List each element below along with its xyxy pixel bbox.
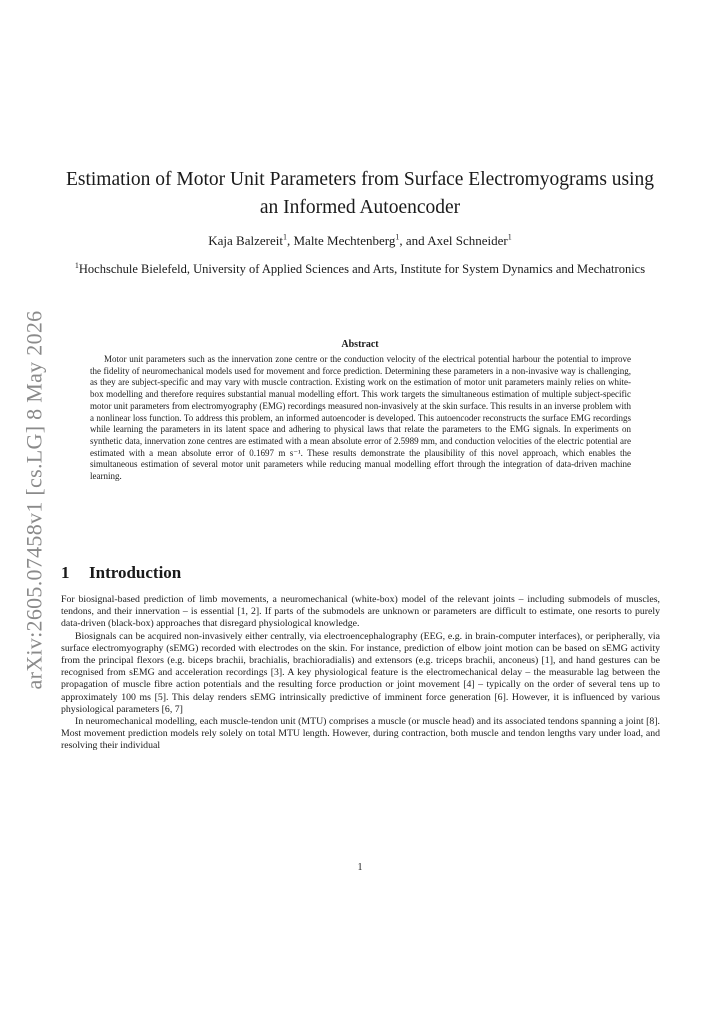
body-paragraph: For biosignal-based prediction of limb movements, a neuromechanical (white-box) model of the relevant joints – including submodels of muscles, tendons, and their innervation – is essential [1, 2]. If parts of the submodels are unknown or parameters are difficult to estimate, one resorts to purely data-driven (black-box) approaches that disregard physiological knowledge. [61,594,660,630]
author-name: Axel Schneider [427,233,508,248]
arxiv-identifier-stamp [14,300,54,700]
author-name: Kaja Balzereit [208,233,283,248]
section-heading [61,563,181,583]
author-list [60,233,660,249]
author-affiliation-mark: 1 [507,232,512,242]
body-paragraph: Biosignals can be acquired non-invasively either centrally, via electroencephalography (EEG, e.g. in brain-computer interfaces), or peripherally, via surface electromyography (sEMG) recorded with electrodes on the skin. For instance, prediction of elbow joint motion can be based on sEMG activity from the principal flexors (e.g. biceps brachii, brachialis, brachioradialis) and extensors (e.g. triceps brachii, anconeus) [1], and hand gestures can be recognised from sEMG and acceleration recordings [3]. A key physiological feature is the electromechanical delay – the measurable lag between the propagation of muscle fibre action potentials and the resulting force production or joint movement [4] – typically on the order of several tens up to approximately 100 ms [5]. This delay renders sEMG intrinsically predictive of imminent force generation [6]. However, it is influenced by various physiological parameters [6, 7] [61,630,660,715]
introduction-body [61,594,660,753]
body-paragraph: In neuromechanical modelling, each muscle-tendon unit (MTU) comprises a muscle (or muscle head) and its associated tendons spanning a joint [8]. Most movement prediction models rely solely on total MTU length. However, during contraction, both muscle and tendon lengths vary under load, and resolving their individual [61,716,660,752]
section-number: 1 [61,563,70,582]
arxiv-identifier-text: arXiv:2605.07458v1 [cs.LG] 8 May 2026 [21,310,46,690]
page-number: 1 [357,862,363,873]
paper-title: Estimation of Motor Unit Parameters from Surface Electromyograms using an Informed Autoencoder [65,169,655,218]
abstract-body: Motor unit parameters such as the innervation zone centre or the conduction velocity of the electrical potential harbour the potential to improve the fidelity of neuromechanical models used for movement and force prediction. Determining these parameters in a non-invasive way is challenging, as they are subject-specific and may vary with muscle contraction. Existing work on the estimation of motor unit parameters mainly relies on white-box modelling and therefore requires substantial manual modelling effort. This work targets the simultaneous estimation of multiple subject-specific motor unit parameters from electromyography (EMG) recordings measured non-invasively at the skin surface. This results in an inverse problem with a nonlinear loss function. To address this problem, an informed autoencoder is developed. This autoencoder reconstructs the surface EMG recordings while learning the parameters in its latent space and adhering to physical laws that relate the parameters to the EMG signals. In experiments on synthetic data, innervation zone centres are estimated with a mean absolute error of 2.5989 mm, and conduction velocities of the electric potential are estimated with a mean absolute error of 0.1697 m s⁻¹. These results demonstrate the plausibility of this novel approach, which enables the simultaneous estimation of several motor unit parameters while reducing manual modelling effort through the integration of data-driven machine learning. [90,354,631,482]
affiliation [60,261,660,278]
author-separator: , [286,233,294,248]
abstract-heading: Abstract [341,339,379,350]
affiliation-mark: 1 [74,260,79,270]
author-affiliation-mark: 1 [282,232,287,242]
author-name: Malte Mechtenberg [293,233,396,248]
author-separator: , and [399,233,428,248]
author-affiliation-mark: 1 [395,232,400,242]
affiliation-text: Hochschule Bielefeld, University of Applied Sciences and Arts, Institute for System Dynamics and Mechatronics [78,262,646,276]
section-title: Introduction [89,563,182,582]
